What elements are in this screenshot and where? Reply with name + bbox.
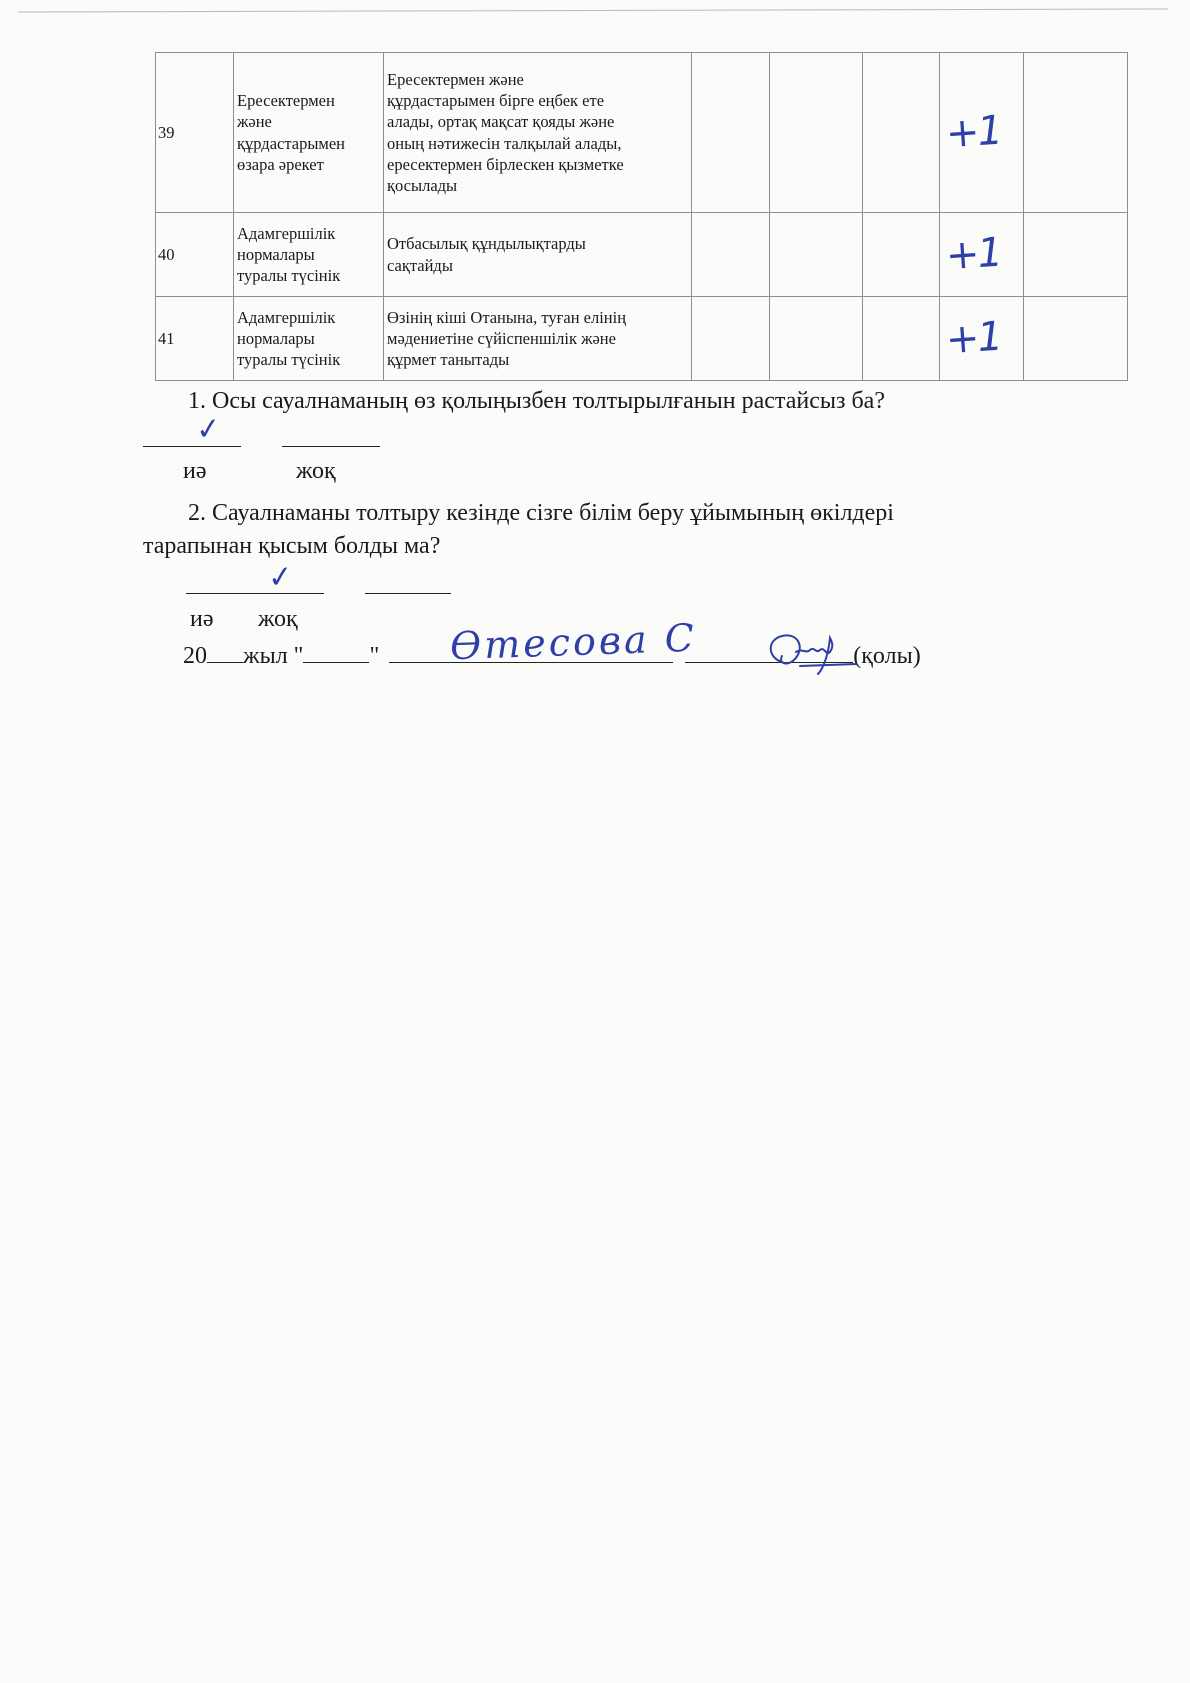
description-line: ересектермен бірлескен қызметке — [387, 154, 624, 174]
area-line: Адамгершілік — [237, 307, 336, 327]
q1-check-mark: ✓ — [194, 410, 223, 449]
area-line: нормалары — [237, 244, 315, 264]
area-cell — [234, 53, 384, 213]
score-cell — [770, 297, 863, 381]
score-cell — [770, 53, 863, 213]
q2-yes-label: иә — [190, 606, 214, 632]
q2-no-answer-line[interactable] — [365, 593, 451, 594]
description-line: құрдастарымен бірге еңбек ете — [387, 91, 605, 111]
description-line: сақтайды — [387, 255, 453, 275]
page-top-edge-line — [18, 8, 1168, 12]
score-cell — [1024, 213, 1128, 297]
year-blank[interactable] — [207, 640, 243, 663]
description-line: қосылады — [387, 175, 458, 195]
description-line: Ересектермен және — [387, 70, 524, 90]
area-line: туралы түсінік — [237, 266, 341, 286]
question-2-line-1: 2. Сауалнаманы толтыру кезінде сізге білім беру ұйымының өкілдері — [188, 500, 894, 526]
score-cell-marked — [940, 213, 1024, 297]
area-line: Ересектермен — [237, 91, 335, 111]
area-line: өзара әрекет — [237, 154, 324, 174]
handwritten-score: +1 — [944, 313, 1003, 363]
year-word: жыл " — [243, 643, 304, 669]
area-line: құрдастарымен — [237, 133, 346, 153]
area-line: туралы түсінік — [237, 350, 341, 370]
score-cell-marked — [940, 297, 1024, 381]
description-line: Өзінің кіші Отанына, туған елінің — [387, 307, 627, 327]
description-line: оның нәтижесін талқылай алады, — [387, 133, 622, 153]
table-row — [156, 53, 1128, 213]
row-number: 39 — [156, 53, 234, 213]
score-cell-marked — [940, 53, 1024, 213]
question-2-line-2: тарапынан қысым болды ма? — [143, 533, 441, 559]
description-line: алады, ортақ мақсат қояды және — [387, 112, 615, 132]
table-row — [156, 213, 1128, 297]
area-line: нормалары — [237, 328, 315, 348]
assessment-table — [155, 52, 1128, 381]
handwritten-score: +1 — [944, 107, 1003, 157]
year-prefix: 20 — [183, 643, 207, 669]
q2-yes-answer-line[interactable] — [186, 593, 324, 594]
description-cell — [384, 213, 692, 297]
description-cell — [384, 53, 692, 213]
score-cell — [1024, 53, 1128, 213]
day-blank[interactable] — [303, 640, 369, 663]
handwritten-name: Өтесова С — [449, 615, 698, 669]
table-row — [156, 297, 1128, 381]
q2-no-label: жоқ — [258, 606, 298, 632]
area-cell — [234, 297, 384, 381]
description-cell — [384, 297, 692, 381]
score-cell — [863, 213, 940, 297]
score-cell — [692, 213, 770, 297]
handwritten-score: +1 — [944, 229, 1003, 279]
q1-yes-answer-line[interactable] — [143, 446, 241, 447]
description-line: Отбасылық құндылықтарды — [387, 234, 586, 254]
area-cell — [234, 213, 384, 297]
question-1: 1. Осы сауалнаманың өз қолыңызбен толтырылғанын растайсыз ба? — [188, 388, 885, 414]
score-cell — [692, 53, 770, 213]
area-line: және — [237, 112, 272, 132]
q1-no-label: жоқ — [296, 458, 336, 484]
q1-yes-label: иә — [183, 458, 207, 484]
score-cell — [692, 297, 770, 381]
score-cell — [1024, 297, 1128, 381]
score-cell — [863, 297, 940, 381]
description-line: құрмет танытады — [387, 350, 510, 370]
score-cell — [863, 53, 940, 213]
area-line: Адамгершілік — [237, 223, 336, 243]
row-number: 40 — [156, 213, 234, 297]
score-cell — [770, 213, 863, 297]
sign-label: (қолы) — [853, 643, 921, 669]
handwritten-signature-icon — [760, 628, 860, 678]
q1-no-answer-line[interactable] — [282, 446, 380, 447]
description-line: мәдениетіне сүйіспеншілік және — [387, 328, 616, 348]
row-number: 41 — [156, 297, 234, 381]
q2-check-mark: ✓ — [266, 558, 295, 597]
quote-close: " — [369, 643, 380, 669]
